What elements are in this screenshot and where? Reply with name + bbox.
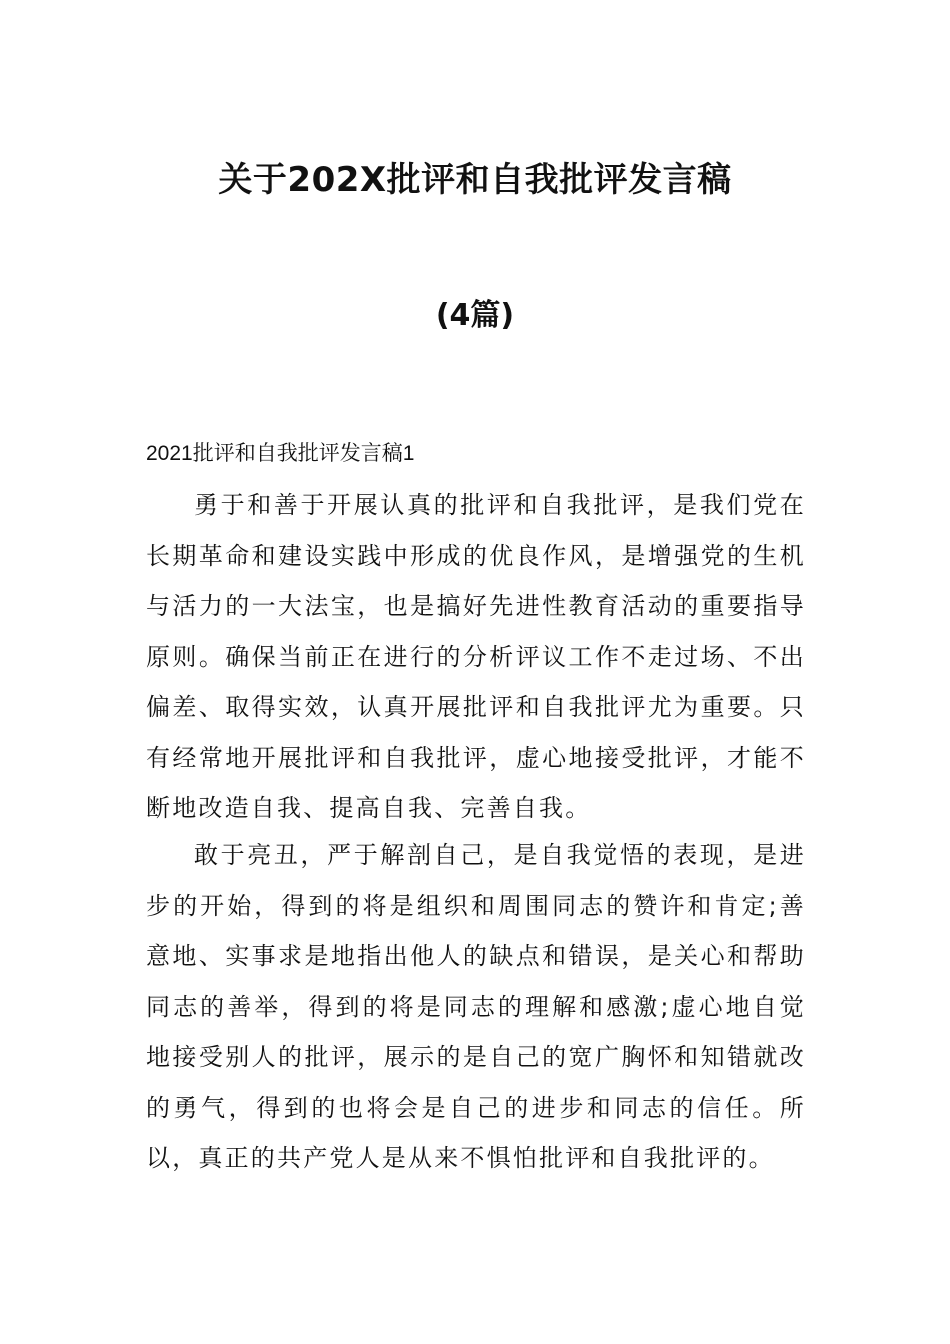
body-paragraph: 勇于和善于开展认真的批评和自我批评，是我们党在长期革命和建设实践中形成的优良作风，是增强党的生机与活力的一大法宝，也是搞好先进性教育活动的重要指导原则。确保当前正在进行的分析评议工作不走过场、不出偏差、取得实效，认真开展批评和自我批评尤为重要。只有经常地开展批评和自我批评，虚心地接受批评，才能不断地改造自我、提高自我、完善自我。 [146,491,806,822]
document-title: 关于202X批评和自我批评发言稿 [218,160,732,200]
section-heading: 2021批评和自我批评发言稿1 [146,442,415,465]
body-paragraph: 敢于亮丑，严于解剖自己，是自我觉悟的表现，是进步的开始，得到的将是组织和周围同志的赞许和肯定;善意地、实事求是地指出他人的缺点和错误，是关心和帮助同志的善举，得到的将是同志的理解和感激;虚心地自觉地接受别人的批评，展示的是自己的宽广胸怀和知错就改的勇气，得到的也将会是自己的进步和同志的信任。所以，真正的共产党人是从来不惧怕批评和自我批评的。 [146,841,806,1172]
document-subtitle: (4篇) [435,298,515,333]
